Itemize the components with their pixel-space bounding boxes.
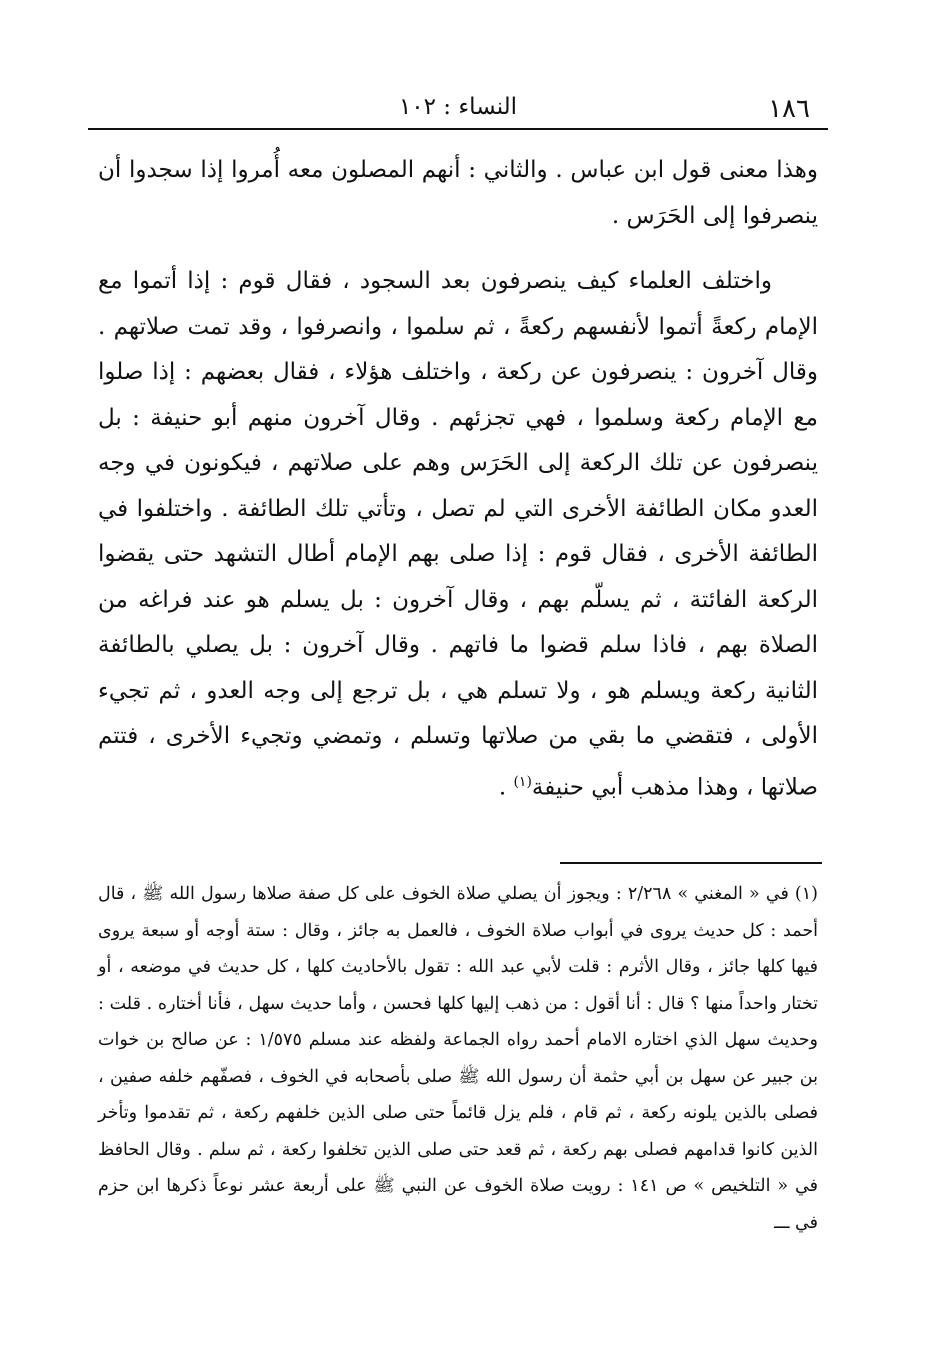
footnote-reference: (١): [513, 773, 532, 790]
page-number: ١٨٦: [768, 94, 810, 124]
running-head: النساء : ١٠٢: [398, 94, 518, 120]
paragraph-2-text: واختلف العلماء كيف ينصرفون بعد السجود ، فقال قوم : إذا أتموا مع الإمام ركعةً أتموا لأنفسهم ركعةً ، ثم سلموا ، وانصرفوا ، وقد تمت صلاتهم . وقال آخرون : ينصرفون عن ركعة ، واختلف هؤلاء ، فقال بعضهم : إذا صلوا مع الإمام ركعة وسلموا ، فهي تجزئهم . وقال آخرون منهم أبو حنيفة : بل ينصرفون عن تلك الركعة إلى الحَرَس وهم على صلاتهم ، فيكونون في وجه العدو مكان الطائفة الأخرى التي لم تصل ، وتأتي تلك الطائفة . واختلفوا في الطائفة الأخرى ، فقال قوم : إذا صلى بهم الإمام أطال التشهد حتى يقضوا الركعة الفائتة ، ثم يسلّم بهم ، وقال آخرون : بل يسلم هو عند فراغه من الصلاة بهم ، فاذا سلم قضوا ما فاتهم . وقال آخرون : بل يصلي بالطائفة الثانية ركعة ويسلم هو ، ولا تسلم هي ، بل ترجع إلى وجه العدو ، ثم تجيء الأولى ، فتقضي ما بقي من صلاتها وتسلم ، وتمضي وتجيء الأخرى ، فتتم صلاتها ، وهذا مذهب أبي حنيفة: [98, 268, 818, 801]
page-header: [88, 88, 828, 130]
footnotes-section: [98, 876, 818, 1241]
footnote-divider: [560, 862, 822, 864]
paragraph-1: وهذا معنى قول ابن عباس . والثاني : أنهم المصلون معه أُمروا إذا سجدوا أن ينصرفوا إلى الحَرَس .: [98, 157, 818, 229]
paragraph-2-end: .: [498, 774, 514, 801]
footnote-1: (١) في « المغني » ٢/٢٦٨ : ويجوز أن يصلي صلاة الخوف على كل صفة صلاها رسول الله ﷺ ، قال أحمد : كل حديث يروى في أبواب صلاة الخوف ، فالعمل به جائز ، وقال : ستة أوجه أو سبعة يروى فيها كلها جائز ، وقال الأثرم : قلت لأبي عبد الله : تقول بالأحاديث كلها ، كل حديث في موضعه ، أو تختار واحداً منها ؟ قال : أنا أقول : من ذهب إليها كلها فحسن ، وأما حديث سهل ، فأنا أختاره . قلت : وحديث سهل الذي اختاره الامام أحمد رواه الجماعة ولفظه عند مسلم ١/٥٧٥ : عن صالح بن خوات بن جبير عن سهل بن أبي حثمة أن رسول الله ﷺ صلى بأصحابه في الخوف ، فصفّهم خلفه صفين ، فصلى بالذين يلونه ركعة ، ثم قام ، فلم يزل قائماً حتى صلى الذين خلفهم ركعة ، ثم تقدموا وتأخر الذين كانوا قدامهم فصلى بهم ركعة ، ثم قعد حتى صلى الذين تخلفوا ركعة ، ثم سلم . وقال الحافظ في « التلخيص » ص ١٤١ : رويت صلاة الخوف عن النبي ﷺ على أربعة عشر نوعاً ذكرها ابن حزم في ـــ: [98, 884, 818, 1233]
paragraph-2: [98, 259, 818, 811]
main-text: [98, 148, 818, 811]
